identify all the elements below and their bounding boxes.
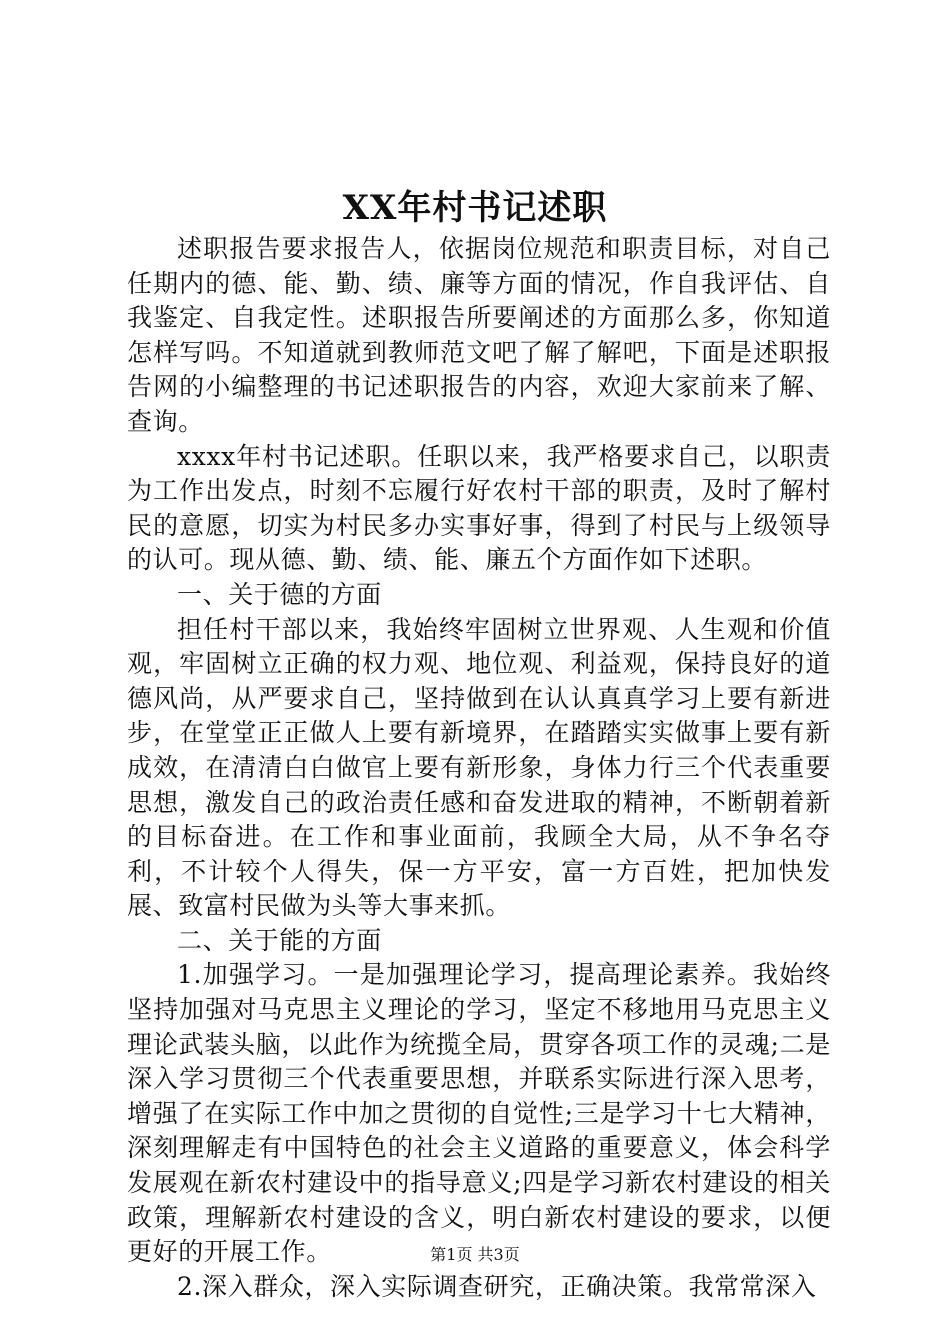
intro-paragraph: 述职报告要求报告人，依据岗位规范和职责目标，对自己任期内的德、能、勤、绩、廉等方面的情况，作自我评估、自我鉴定、自我定性。述职报告所要阐述的方面那么多，你知道怎样写吗。不知道就到教师范文吧了解了解吧，下面是述职报告网的小编整理的书记述职报告的内容，欢迎大家前来了解、查询。: [127, 234, 831, 436]
research-paragraph: 2.深入群众，深入实际调查研究，正确决策。我常常深入: [177, 1271, 817, 1301]
section-heading-de: 一、关于德的方面: [177, 579, 382, 609]
section-de-paragraph: 担任村干部以来，我始终牢固树立世界观、人生观和价值观，牢固树立正确的权力观、地位观、利益观，保持良好的道德风尚，从严要求自己，坚持做到在认认真真学习上要有新进步，在堂堂正正做人上要有新境界，在踏踏实实做事上要有新成效，在清清白白做官上要有新形象，身体力行三个代表重要思想，激发自己的政治责任感和奋发进取的精神，不断朝着新的目标奋进。在工作和事业面前，我顾全大局，从不争名夺利，不计较个人得失，保一方平安，富一方百姓，把加快发展、致富村民做为头等大事来抓。: [127, 614, 831, 921]
document-title: XX年村书记述职: [342, 188, 608, 228]
section-heading-neng: 二、关于能的方面: [177, 925, 382, 955]
study-paragraph: 1.加强学习。一是加强理论学习，提高理论素养。我始终坚持加强对马克思主义理论的学习，坚定不移地用马克思主义理论武装头脑，以此作为统揽全局，贯穿各项工作的灵魂;二是深入学习贯彻三个代表重要思想，并联系实际进行深入思考，增强了在实际工作中加之贯彻的自觉性;三是学习十七大精神，深刻理解走有中国特色的社会主义道路的重要意义，体会科学发展观在新农村建设中的指导意义;四是学习新农村建设的相关政策，理解新农村建设的含义，明白新农村建设的要求，以便更好的开展工作。: [127, 960, 831, 1267]
page-number-footer: 第1页 共3页: [430, 1245, 520, 1264]
document-body: [127, 232, 831, 1304]
opening-paragraph: xxxx年村书记述职。任职以来，我严格要求自己，以职责为工作出发点，时刻不忘履行好农村干部的职责，及时了解村民的意愿，切实为村民多办实事好事，得到了村民与上级领导的认可。现从德、勤、绩、能、廉五个方面作如下述职。: [127, 441, 831, 575]
